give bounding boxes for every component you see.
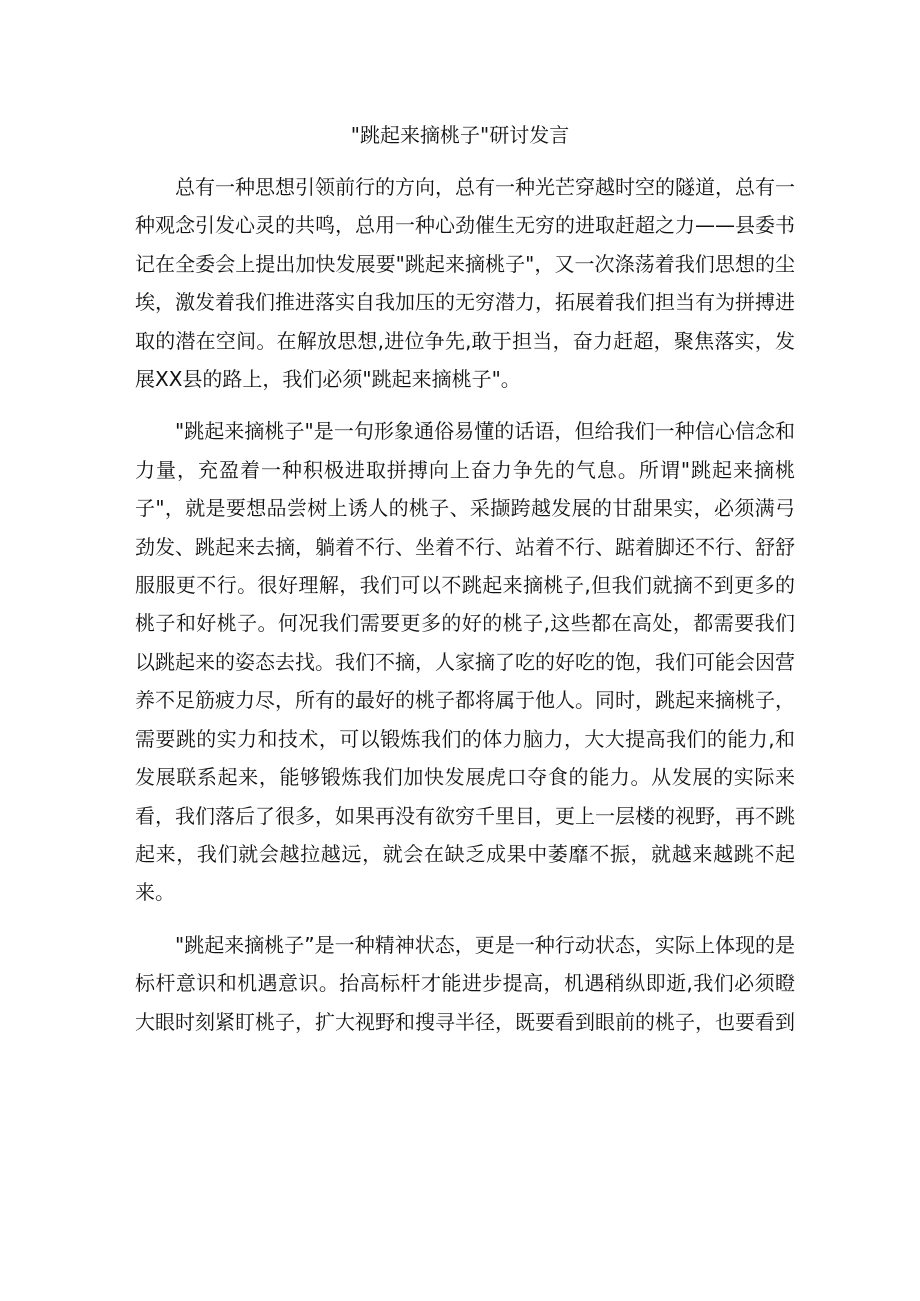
paragraph-1: 总有一种思想引领前行的方向，总有一种光芒穿越时空的隧道，总有一种观念引发心灵的共鸣，总用一种心劲催生无穷的进取赶超之力——县委书记在全委会上提出加快发展要"跳起来摘桃子"，又一次涤荡着我们思想的尘埃，激发着我们推进落实自我加压的无穷潜力，拓展着我们担当有为拼搏进取的潜在空间。在解放思想,进位争先,敢于担当，奋力赶超，聚焦落实，发展XX县的路上，我们必须"跳起来摘桃子"。	[135, 175, 795, 392]
paragraph-2: "跳起来摘桃子"是一句形象通俗易懂的话语，但给我们一种信心信念和力量，充盈着一种积极进取拼搏向上奋力争先的气息。所谓"跳起来摘桃子"，就是要想品尝树上诱人的桃子、采撷跨越发展的甘甜果实，必须满弓劲发、跳起来去摘，躺着不行、坐着不行、站着不行、踮着脚还不行、舒舒服服更不行。很好理解，我们可以不跳起来摘桃子,但我们就摘不到更多的桃子和好桃子。何况我们需要更多的好的桃子,这些都在高处，都需要我们以跳起来的姿态去找。我们不摘，人家摘了吃的好吃的饱，我们可能会因营养不足筋疲力尽，所有的最好的桃子都将属于他人。同时，跳起来摘桃子，需要跳的实力和技术，可以锻炼我们的体力脑力，大大提高我们的能力,和发展联系起来，能够锻炼我们加快发展虎口夺食的能力。从发展的实际来看，我们落后了很多，如果再没有欲穷千里目，更上一层楼的视野，再不跳起来，我们就会越拉越远，就会在缺乏成果中萎靡不振，就越来越跳不起来。	[135, 419, 795, 905]
document-title: "跳起来摘桃子"研讨发言	[350, 123, 570, 147]
document-body	[135, 168, 795, 1055]
paragraph-3: "跳起来摘桃子”是一种精神状态，更是一种行动状态，实际上体现的是标杆意识和机遇意识。抬高标杆才能进步提高，机遇稍纵即逝,我们必须瞪大眼时刻紧盯桃子，扩大视野和搜寻半径，既要看到眼前的桃子，也要看到	[135, 932, 795, 1034]
